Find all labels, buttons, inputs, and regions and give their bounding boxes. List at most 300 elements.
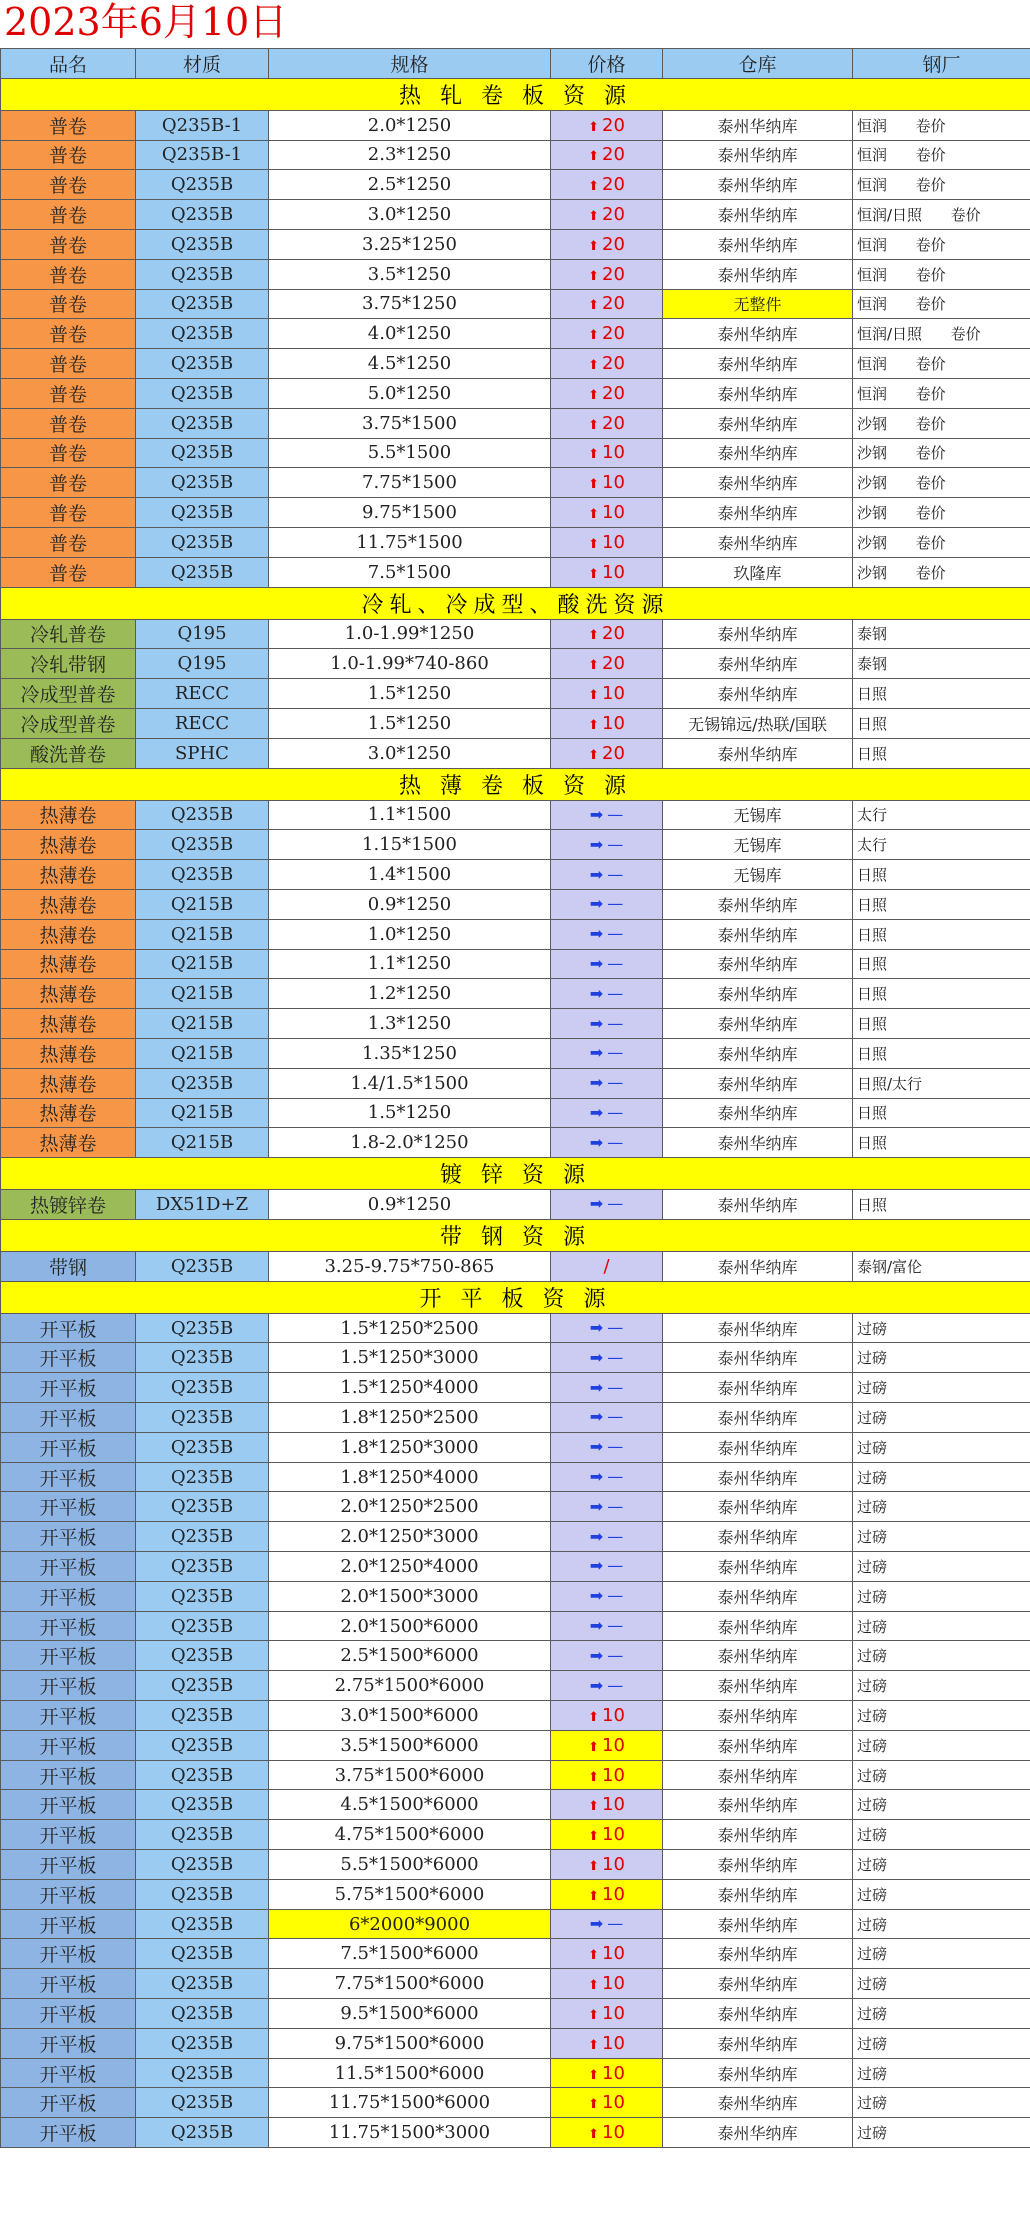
price-value: —	[607, 1467, 624, 1487]
table-row	[1, 408, 1030, 438]
product-name-cell: 热薄卷	[1, 1098, 136, 1128]
price-change	[590, 1497, 623, 1516]
price-cell	[551, 200, 663, 230]
section-title: 镀 锌 资 源	[1, 1158, 1030, 1190]
spec-cell: 3.25*1250	[269, 229, 551, 259]
price-change	[588, 384, 625, 404]
price-change	[588, 1885, 625, 1905]
price-change	[588, 443, 625, 463]
price-change	[588, 2004, 625, 2024]
product-name-cell: 开平板	[1, 1999, 136, 2029]
warehouse-cell: 泰州华纳库	[663, 1850, 853, 1880]
material-cell: Q215B	[136, 949, 269, 979]
product-name-cell: 开平板	[1, 1343, 136, 1373]
table-row	[1, 1820, 1030, 1850]
warehouse-cell: 泰州华纳库	[663, 259, 853, 289]
warehouse-cell: 泰州华纳库	[663, 229, 853, 259]
price-value: —	[607, 1132, 624, 1152]
table-row	[1, 110, 1030, 140]
product-name-cell: 普卷	[1, 289, 136, 319]
price-change	[588, 533, 625, 553]
mill-cell: 日照	[853, 1190, 1030, 1220]
table-row	[1, 1251, 1030, 1281]
right-arrow-icon: ➡	[589, 953, 604, 973]
price-change	[590, 894, 623, 913]
up-arrow-icon: ⬆	[588, 658, 599, 674]
spec-cell: 4.0*1250	[269, 319, 551, 349]
up-arrow-icon: ⬆	[588, 1769, 599, 1785]
product-name-cell: 热镀锌卷	[1, 1190, 136, 1220]
table-row	[1, 1999, 1030, 2029]
product-name-cell: 普卷	[1, 378, 136, 408]
price-value: —	[607, 864, 624, 884]
price-value: —	[607, 804, 624, 824]
material-cell: Q215B	[136, 979, 269, 1009]
warehouse-cell: 泰州华纳库	[663, 2058, 853, 2088]
spec-cell: 7.5*1500	[269, 557, 551, 587]
table-row	[1, 1939, 1030, 1969]
mill-cell: 日照	[853, 738, 1030, 768]
product-name-cell: 普卷	[1, 140, 136, 170]
right-arrow-icon: ➡	[589, 894, 604, 914]
material-cell: Q235B	[136, 259, 269, 289]
price-value: 20	[602, 144, 625, 166]
mill-cell: 日照/太行	[853, 1068, 1030, 1098]
section-row	[1, 587, 1030, 619]
warehouse-cell: 泰州华纳库	[663, 527, 853, 557]
table-row	[1, 800, 1030, 830]
spec-cell: 0.9*1250	[269, 1190, 551, 1220]
warehouse-cell: 泰州华纳库	[663, 438, 853, 468]
right-arrow-icon: ➡	[589, 1437, 604, 1457]
material-cell: Q195	[136, 649, 269, 679]
price-value: 10	[602, 2092, 625, 2114]
table-row	[1, 649, 1030, 679]
price-change	[588, 1736, 625, 1756]
material-cell: Q235B	[136, 289, 269, 319]
header-price: 价格	[551, 49, 663, 79]
table-row	[1, 438, 1030, 468]
up-arrow-icon: ⬆	[588, 298, 599, 314]
mill-cell: 过磅	[853, 2058, 1030, 2088]
price-value: 20	[602, 382, 625, 404]
material-cell: Q235B	[136, 229, 269, 259]
header-spec: 规格	[269, 49, 551, 79]
up-arrow-icon: ⬆	[588, 387, 599, 403]
mill-cell: 过磅	[853, 1671, 1030, 1701]
price-cell	[551, 1999, 663, 2029]
price-value: —	[607, 924, 624, 944]
mill-cell: 日照	[853, 679, 1030, 709]
spec-cell: 5.75*1500*6000	[269, 1879, 551, 1909]
up-arrow-icon: ⬆	[588, 1978, 599, 1994]
warehouse-cell: 泰州华纳库	[663, 468, 853, 498]
spec-cell: 1.5*1250*3000	[269, 1343, 551, 1373]
price-cell	[551, 170, 663, 200]
right-arrow-icon: ➡	[589, 1073, 604, 1093]
up-arrow-icon: ⬆	[588, 1948, 599, 1964]
price-value: 10	[602, 1883, 625, 1905]
price-cell	[551, 2118, 663, 2148]
warehouse-cell: 泰州华纳库	[663, 619, 853, 649]
table-row	[1, 1552, 1030, 1582]
mill-cell: 过磅	[853, 1492, 1030, 1522]
mill-cell: 沙钢 卷价	[853, 468, 1030, 498]
price-cell	[551, 889, 663, 919]
price-value: —	[607, 834, 624, 854]
up-arrow-icon: ⬆	[588, 119, 599, 135]
table-row	[1, 738, 1030, 768]
warehouse-cell: 泰州华纳库	[663, 1098, 853, 1128]
mill-cell: 日照	[853, 1009, 1030, 1039]
warehouse-cell: 泰州华纳库	[663, 1820, 853, 1850]
product-name-cell: 冷轧带钢	[1, 649, 136, 679]
product-name-cell: 热薄卷	[1, 800, 136, 830]
mill-cell: 过磅	[853, 1432, 1030, 1462]
price-cell	[551, 830, 663, 860]
material-cell: Q235B	[136, 830, 269, 860]
mill-cell: 过磅	[853, 2028, 1030, 2058]
up-arrow-icon: ⬆	[588, 417, 599, 433]
price-change	[590, 1378, 623, 1397]
spec-cell: 1.5*1250	[269, 708, 551, 738]
price-value: 10	[602, 531, 625, 553]
price-value: 10	[602, 2062, 625, 2084]
product-name-cell: 普卷	[1, 557, 136, 587]
price-value: 10	[602, 1824, 625, 1846]
material-cell: Q235B	[136, 200, 269, 230]
mill-cell: 日照	[853, 1098, 1030, 1128]
up-arrow-icon: ⬆	[588, 507, 599, 523]
price-cell	[551, 378, 663, 408]
up-arrow-icon: ⬆	[588, 747, 599, 763]
price-change	[588, 684, 625, 704]
price-change	[588, 654, 625, 674]
section-row	[1, 1219, 1030, 1251]
product-name-cell: 普卷	[1, 259, 136, 289]
material-cell: Q235B	[136, 1611, 269, 1641]
price-cell	[551, 1581, 663, 1611]
price-cell	[551, 1403, 663, 1433]
price-cell	[551, 919, 663, 949]
mill-cell: 过磅	[853, 1969, 1030, 1999]
price-cell	[551, 229, 663, 259]
product-name-cell: 热薄卷	[1, 860, 136, 890]
mill-cell: 恒润 卷价	[853, 170, 1030, 200]
material-cell: Q235B	[136, 860, 269, 890]
material-cell: Q235B	[136, 1251, 269, 1281]
mill-cell: 过磅	[853, 1641, 1030, 1671]
up-arrow-icon: ⬆	[588, 149, 599, 165]
warehouse-cell: 泰州华纳库	[663, 979, 853, 1009]
spec-cell: 1.1*1500	[269, 800, 551, 830]
mill-cell: 恒润 卷价	[853, 349, 1030, 379]
table-row	[1, 557, 1030, 587]
table-row	[1, 679, 1030, 709]
material-cell: Q235B	[136, 2028, 269, 2058]
right-arrow-icon: ➡	[589, 1675, 604, 1695]
material-cell: Q215B	[136, 1009, 269, 1039]
price-value: —	[607, 1675, 624, 1695]
right-arrow-icon: ➡	[589, 1914, 604, 1934]
up-arrow-icon: ⬆	[588, 1739, 599, 1755]
section-title: 开 平 板 资 源	[1, 1281, 1030, 1313]
table-row	[1, 1343, 1030, 1373]
table-row	[1, 860, 1030, 890]
price-cell	[551, 1190, 663, 1220]
price-change	[590, 1103, 623, 1122]
warehouse-cell: 无锡库	[663, 800, 853, 830]
spec-cell: 11.5*1500*6000	[269, 2058, 551, 2088]
up-arrow-icon: ⬆	[588, 1799, 599, 1815]
material-cell: Q235B	[136, 2118, 269, 2148]
product-name-cell: 普卷	[1, 170, 136, 200]
price-value: 10	[602, 472, 625, 494]
price-value: —	[607, 1102, 624, 1122]
mill-cell: 过磅	[853, 1552, 1030, 1582]
table-row	[1, 2058, 1030, 2088]
table-row	[1, 200, 1030, 230]
product-name-cell: 开平板	[1, 2058, 136, 2088]
product-name-cell: 开平板	[1, 1820, 136, 1850]
warehouse-cell: 无锡库	[663, 860, 853, 890]
price-value: —	[607, 1556, 624, 1576]
price-cell	[551, 557, 663, 587]
up-arrow-icon: ⬆	[588, 209, 599, 225]
table-row	[1, 2088, 1030, 2118]
table-row	[1, 1730, 1030, 1760]
price-change	[590, 1348, 623, 1367]
price-cell	[551, 438, 663, 468]
up-arrow-icon: ⬆	[588, 2127, 599, 2143]
product-name-cell: 开平板	[1, 1581, 136, 1611]
material-cell: Q235B	[136, 1552, 269, 1582]
material-cell: Q235B	[136, 1462, 269, 1492]
price-change	[588, 714, 625, 734]
product-name-cell: 开平板	[1, 1552, 136, 1582]
mill-cell: 太行	[853, 800, 1030, 830]
warehouse-cell: 泰州华纳库	[663, 1009, 853, 1039]
price-change	[588, 1795, 625, 1815]
spec-cell: 3.0*1250	[269, 738, 551, 768]
price-cell	[551, 1492, 663, 1522]
warehouse-cell: 泰州华纳库	[663, 1492, 853, 1522]
material-cell: RECC	[136, 679, 269, 709]
mill-cell: 过磅	[853, 2088, 1030, 2118]
up-arrow-icon: ⬆	[588, 1888, 599, 1904]
spec-cell: 1.15*1500	[269, 830, 551, 860]
price-value: —	[607, 953, 624, 973]
price-change	[588, 2034, 625, 2054]
product-name-cell: 普卷	[1, 110, 136, 140]
up-arrow-icon: ⬆	[588, 2067, 599, 2083]
spec-cell: 1.2*1250	[269, 979, 551, 1009]
price-change	[588, 1766, 625, 1786]
mill-cell: 过磅	[853, 1373, 1030, 1403]
right-arrow-icon: ➡	[589, 834, 604, 854]
price-value: —	[607, 1526, 624, 1546]
price-change	[588, 2064, 625, 2084]
price-change	[588, 563, 625, 583]
price-cell	[551, 2058, 663, 2088]
spec-cell: 2.0*1250	[269, 110, 551, 140]
warehouse-cell: 泰州华纳库	[663, 1522, 853, 1552]
warehouse-cell: 泰州华纳库	[663, 1909, 853, 1939]
price-change	[588, 265, 625, 285]
mill-cell: 恒润 卷价	[853, 229, 1030, 259]
price-change	[590, 1133, 623, 1152]
price-value: 20	[602, 653, 625, 675]
mill-cell: 过磅	[853, 1522, 1030, 1552]
spec-cell: 5.5*1500	[269, 438, 551, 468]
spec-cell: 1.8*1250*4000	[269, 1462, 551, 1492]
right-arrow-icon: ➡	[589, 1013, 604, 1033]
mill-cell: 日照	[853, 919, 1030, 949]
material-cell: Q235B	[136, 1671, 269, 1701]
price-cell	[551, 259, 663, 289]
spec-cell: 1.0*1250	[269, 919, 551, 949]
spec-cell: 9.75*1500	[269, 498, 551, 528]
table-body	[1, 78, 1030, 2147]
right-arrow-icon: ➡	[589, 1526, 604, 1546]
spec-cell: 1.4*1500	[269, 860, 551, 890]
up-arrow-icon: ⬆	[588, 2097, 599, 2113]
price-value: 10	[602, 1794, 625, 1816]
price-cell	[551, 1969, 663, 1999]
right-arrow-icon: ➡	[589, 1556, 604, 1576]
warehouse-cell: 泰州华纳库	[663, 140, 853, 170]
price-value: 10	[602, 1973, 625, 1995]
spec-cell: 4.5*1500*6000	[269, 1790, 551, 1820]
price-cell	[551, 679, 663, 709]
price-change	[590, 1616, 623, 1635]
price-cell	[551, 1251, 663, 1281]
table-row	[1, 1462, 1030, 1492]
up-arrow-icon: ⬆	[588, 1858, 599, 1874]
table-row	[1, 229, 1030, 259]
warehouse-cell: 泰州华纳库	[663, 1068, 853, 1098]
price-cell	[551, 2088, 663, 2118]
price-value: 10	[602, 683, 625, 705]
spec-cell: 11.75*1500	[269, 527, 551, 557]
product-name-cell: 热薄卷	[1, 949, 136, 979]
price-change	[588, 294, 625, 314]
product-name-cell: 热薄卷	[1, 1128, 136, 1158]
product-name-cell: 开平板	[1, 1373, 136, 1403]
product-name-cell: 开平板	[1, 2028, 136, 2058]
price-cell	[551, 1641, 663, 1671]
mill-cell: 日照	[853, 949, 1030, 979]
spec-cell: 7.75*1500	[269, 468, 551, 498]
spec-cell: 5.5*1500*6000	[269, 1850, 551, 1880]
spec-cell: 2.0*1250*2500	[269, 1492, 551, 1522]
material-cell: Q235B	[136, 408, 269, 438]
spec-cell: 2.0*1250*4000	[269, 1552, 551, 1582]
price-value: 20	[602, 174, 625, 196]
price-change	[588, 1855, 625, 1875]
right-arrow-icon: ➡	[589, 1043, 604, 1063]
table-row	[1, 1641, 1030, 1671]
price-change	[588, 503, 625, 523]
material-cell: Q235B-1	[136, 110, 269, 140]
spec-cell: 3.0*1500*6000	[269, 1701, 551, 1731]
price-value: —	[607, 1194, 624, 1214]
material-cell: Q235B	[136, 2088, 269, 2118]
price-cell	[551, 1701, 663, 1731]
product-name-cell: 普卷	[1, 408, 136, 438]
table-row	[1, 1879, 1030, 1909]
warehouse-cell: 泰州华纳库	[663, 2088, 853, 2118]
warehouse-cell: 泰州华纳库	[663, 1760, 853, 1790]
spec-cell: 3.5*1250	[269, 259, 551, 289]
header-mill: 钢厂	[853, 49, 1030, 79]
header-material: 材质	[136, 49, 269, 79]
section-title: 冷轧、冷成型、酸洗资源	[1, 587, 1030, 619]
price-cell	[551, 498, 663, 528]
table-row	[1, 2118, 1030, 2148]
spec-cell: 3.75*1500	[269, 408, 551, 438]
product-name-cell: 普卷	[1, 468, 136, 498]
spec-cell: 11.75*1500*3000	[269, 2118, 551, 2148]
table-row	[1, 889, 1030, 919]
product-name-cell: 普卷	[1, 200, 136, 230]
mill-cell: 沙钢 卷价	[853, 408, 1030, 438]
mill-cell: 沙钢 卷价	[853, 438, 1030, 468]
warehouse-cell: 泰州华纳库	[663, 919, 853, 949]
material-cell: Q235B	[136, 378, 269, 408]
table-row	[1, 1611, 1030, 1641]
price-change	[590, 1318, 623, 1337]
up-arrow-icon: ⬆	[588, 2037, 599, 2053]
up-arrow-icon: ⬆	[588, 1829, 599, 1845]
price-cell	[551, 1068, 663, 1098]
product-name-cell: 热薄卷	[1, 889, 136, 919]
spec-cell: 2.5*1250	[269, 170, 551, 200]
table-row	[1, 1671, 1030, 1701]
right-arrow-icon: ➡	[589, 1467, 604, 1487]
material-cell: Q235B	[136, 1641, 269, 1671]
warehouse-cell: 泰州华纳库	[663, 1403, 853, 1433]
price-change	[588, 175, 625, 195]
material-cell: Q195	[136, 619, 269, 649]
table-row	[1, 1909, 1030, 1939]
material-cell: Q235B	[136, 1939, 269, 1969]
material-cell: Q235B	[136, 1522, 269, 1552]
spec-cell: 1.0-1.99*740-860	[269, 649, 551, 679]
mill-cell: 恒润/日照 卷价	[853, 319, 1030, 349]
mill-cell: 恒润 卷价	[853, 378, 1030, 408]
price-change	[590, 924, 623, 943]
product-name-cell: 普卷	[1, 349, 136, 379]
up-arrow-icon: ⬆	[588, 477, 599, 493]
price-cell	[551, 1879, 663, 1909]
product-name-cell: 开平板	[1, 2118, 136, 2148]
price-value: —	[607, 983, 624, 1003]
price-value: 10	[602, 1704, 625, 1726]
material-cell: Q235B	[136, 438, 269, 468]
material-cell: Q235B	[136, 1999, 269, 2029]
price-value: —	[607, 1496, 624, 1516]
mill-cell: 泰钢/富伦	[853, 1251, 1030, 1281]
table-row	[1, 1969, 1030, 1999]
product-name-cell: 开平板	[1, 1641, 136, 1671]
right-arrow-icon: ➡	[589, 1318, 604, 1338]
material-cell: Q235B	[136, 2058, 269, 2088]
table-row	[1, 319, 1030, 349]
material-cell: Q235B	[136, 1492, 269, 1522]
price-cell	[551, 468, 663, 498]
price-cell	[551, 1671, 663, 1701]
